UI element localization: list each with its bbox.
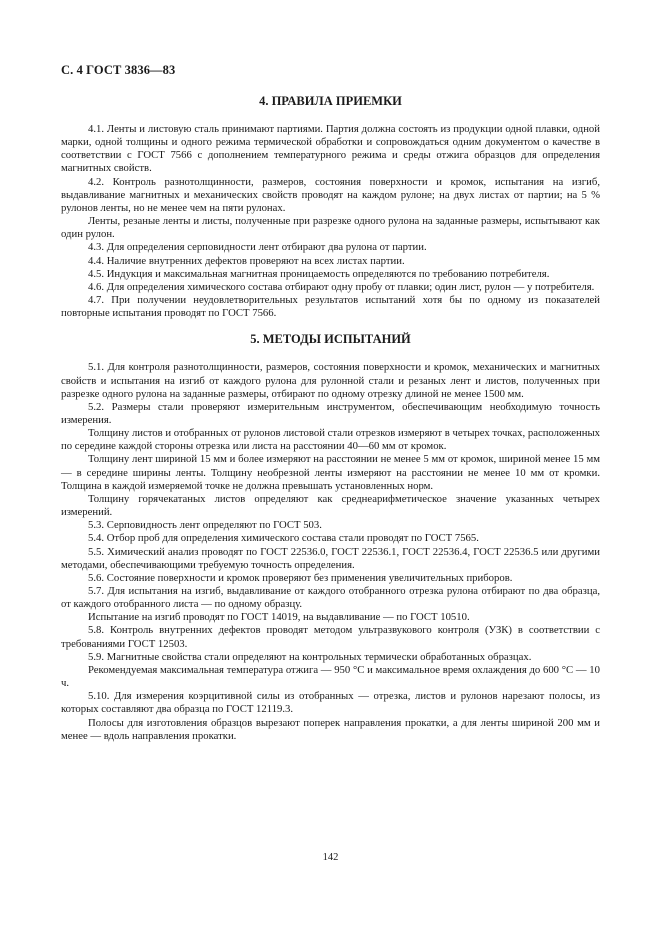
paragraph: 5.5. Химический анализ проводят по ГОСТ 22536.0, ГОСТ 22536.1, ГОСТ 22536.4, ГОСТ 22536.5 или другими методами, обеспечивающими требуемую точность определения. <box>61 545 600 571</box>
paragraph: 4.4. Наличие внутренних дефектов проверяют на всех листах партии. <box>88 254 405 267</box>
running-head: С. 4 ГОСТ 3836—83 <box>61 63 176 77</box>
section-body-test-methods <box>61 361 600 743</box>
paragraph: 4.2. Контроль разнотолщинности, размеров, состояния поверхности и кромок, испытания на изгиб, выдавливание магнитных и механических свойств проводят на каждом рулоне; на двух листах от партии; на 5 % рулонов ленты, но не менее чем на пяти рулонах. <box>61 175 600 214</box>
paragraph: 5.8. Контроль внутренних дефектов проводят методом ультразвукового контроля (УЗК) в соответствии с требованиями ГОСТ 12503. <box>61 624 600 650</box>
section-title-test-methods: 5. МЕТОДЫ ИСПЫТАНИЙ <box>250 332 411 347</box>
paragraph: 4.1. Ленты и листовую сталь принимают партиями. Партия должна состоять из продукции одной плавки, одной марки, одной толщины и одного режима термической обработки и сопровождаться одним документом о качестве в соответствии с ГОСТ 7566 с дополнением температурного режима и среды отжига образцов для определения магнитных свойств. <box>61 123 600 175</box>
paragraph: 5.2. Размеры стали проверяют измерительным инструментом, обеспечивающим необходимую точность измерения. <box>61 400 600 426</box>
paragraph: 5.9. Магнитные свойства стали определяют на контрольных термически обработанных образцах. <box>88 650 532 663</box>
paragraph: 5.10. Для измерения коэрцитивной силы из отобранных — отрезка, листов и рулонов нарезают полосы, из которых составляют два образца по ГОСТ 12119.3. <box>61 690 600 716</box>
paragraph: 4.7. При получении неудовлетворительных результатов испытаний хотя бы по одному из показателей повторные испытания проводят по ГОСТ 7566. <box>61 294 600 320</box>
paragraph: Полосы для изготовления образцов вырезают поперек направления прокатки, а для ленты шириной 200 мм и менее — вдоль направления прокатки. <box>61 716 600 742</box>
paragraph: Ленты, резаные ленты и листы, полученные при разрезке одного рулона на заданные размеры, испытывают как один рулон. <box>61 215 600 241</box>
section-body-acceptance-rules <box>61 123 600 320</box>
page-number: 142 <box>322 852 339 863</box>
paragraph: 5.1. Для контроля разнотолщинности, размеров, состояния поверхности и кромок, механических и магнитных свойств и испытания на изгиб от каждого рулона для рулонной стали и резаных лент и листов, полученных при разрезке одного рулона на заданные размеры, отбирают по одному отрезку длиной не менее 1500 мм. <box>61 361 600 400</box>
paragraph: 5.6. Состояние поверхности и кромок проверяют без применения увеличительных приборов. <box>88 571 513 584</box>
paragraph: 5.4. Отбор проб для определения химического состава стали проводят по ГОСТ 7565. <box>88 532 479 545</box>
paragraph: 4.6. Для определения химического состава отбирают одну пробу от плавки; один лист, рулон — у потребителя. <box>88 280 595 293</box>
paragraph: Испытание на изгиб проводят по ГОСТ 14019, на выдавливание — по ГОСТ 10510. <box>88 611 470 624</box>
paragraph: Толщину листов и отобранных от рулонов листовой стали отрезков измеряют в четырех точках, расположенных по середине каждой стороны отрезка или листа на расстоянии 40—60 мм от кромок. <box>61 427 600 453</box>
paragraph: 5.7. Для испытания на изгиб, выдавливание от каждого отобранного отрезка рулона отбирают по два образца, от каждого отобранного листа — по одному образцу. <box>61 585 600 611</box>
paragraph: Рекомендуемая максимальная температура отжига — 950 °С и максимальное время охлаждения до 600 °С — 10 ч. <box>61 663 600 690</box>
paragraph: Толщину горячекатаных листов определяют как среднеарифметическое значение указанных четырех измерений. <box>61 492 600 519</box>
paragraph: Толщину лент шириной 15 мм и более измеряют на расстоянии не менее 5 мм от кромок, шириной менее 15 мм — в середине ширины ленты. Толщину необрезной ленты измеряют на расстоянии не менее 10 мм от кромки. Толщина в каждой измеряемой точке не должна превышать установленных норм. <box>61 453 600 492</box>
paragraph: 5.3. Серповидность лент определяют по ГОСТ 503. <box>88 519 322 532</box>
paragraph: 4.5. Индукция и максимальная магнитная проницаемость определяются по требованию потребителя. <box>88 267 550 280</box>
section-title-acceptance-rules: 4. ПРАВИЛА ПРИЕМКИ <box>259 94 402 108</box>
paragraph: 4.3. Для определения серповидности лент отбирают два рулона от партии. <box>88 241 427 254</box>
